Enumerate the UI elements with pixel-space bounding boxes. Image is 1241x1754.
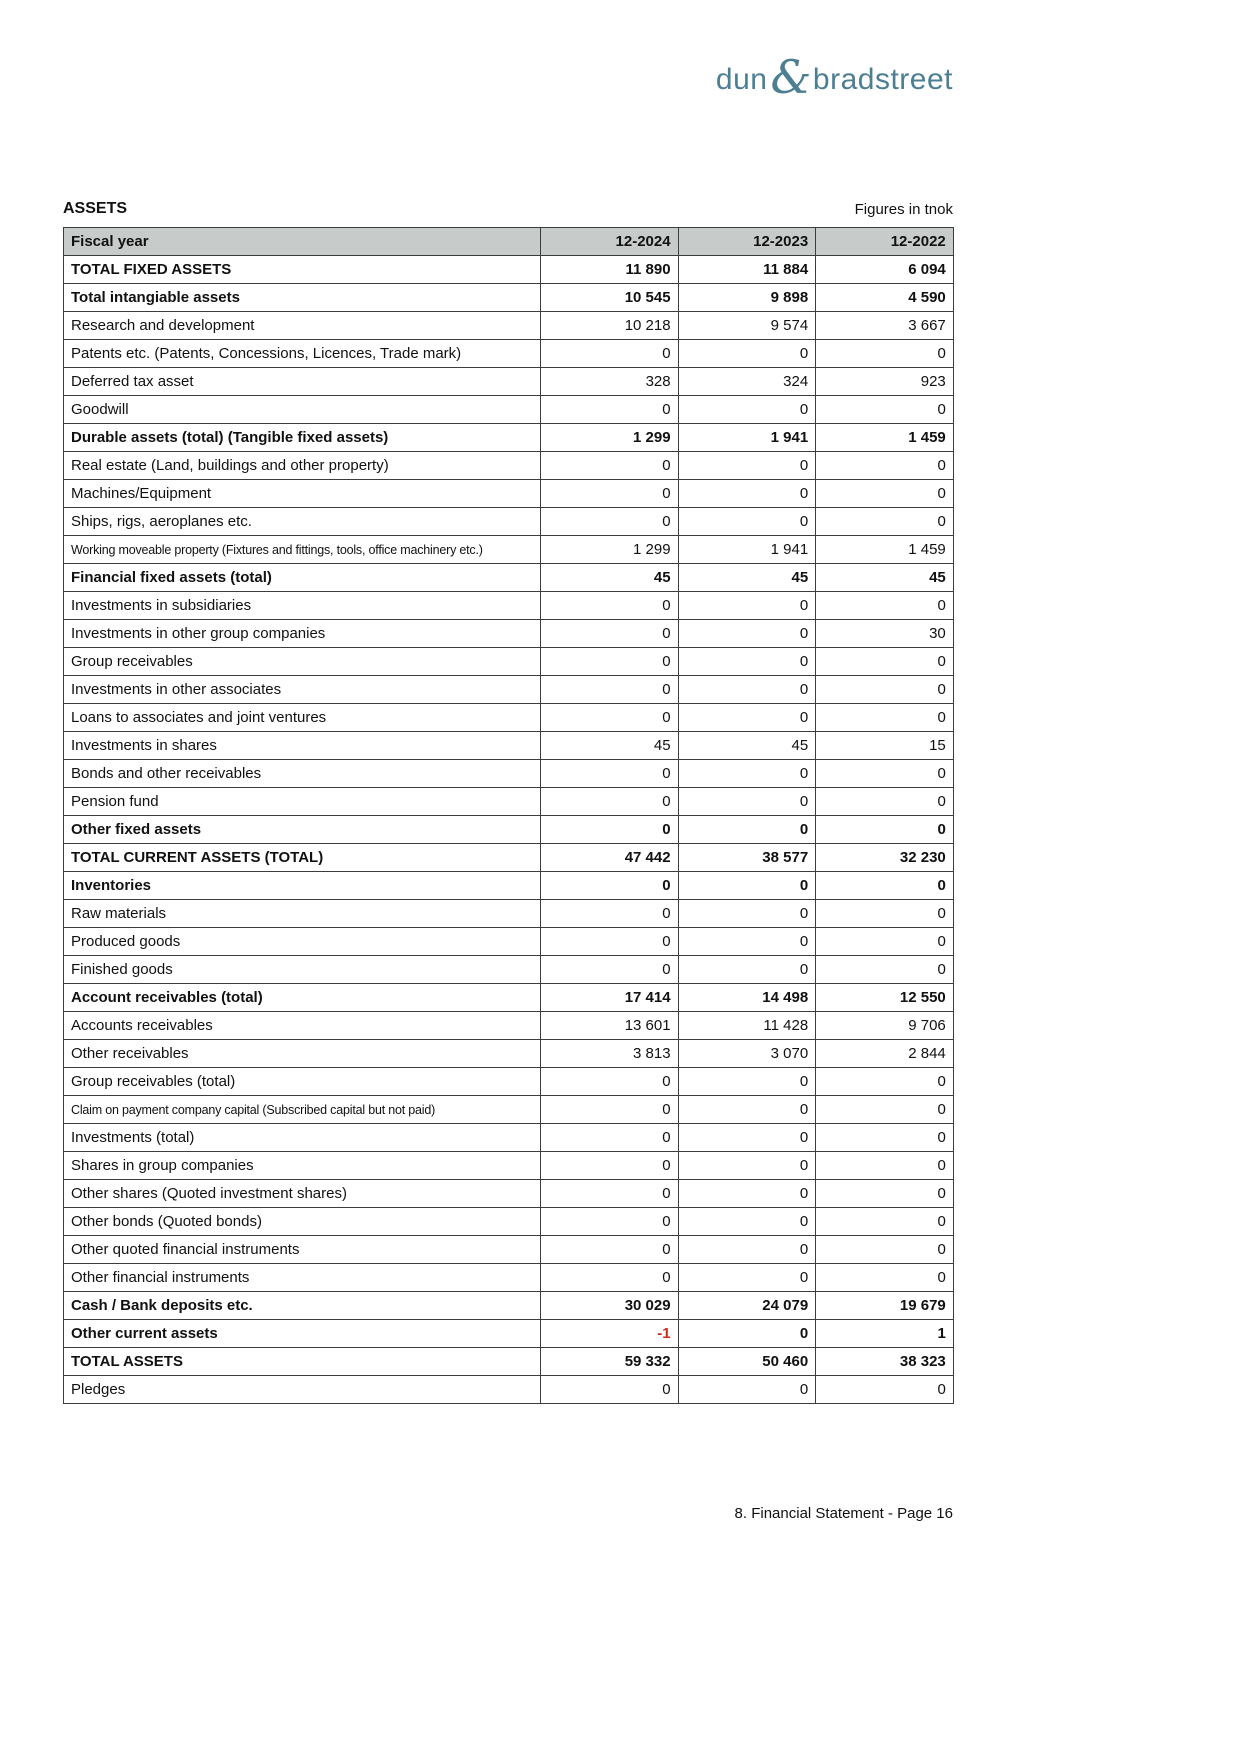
table-row: [64, 480, 954, 508]
row-label: Cash / Bank deposits etc.: [64, 1292, 541, 1320]
row-value: 0: [816, 900, 954, 928]
table-row: [64, 1264, 954, 1292]
row-label: Other financial instruments: [64, 1264, 541, 1292]
row-value: 0: [541, 396, 679, 424]
row-value: 2 844: [816, 1040, 954, 1068]
row-label: Deferred tax asset: [64, 368, 541, 396]
assets-heading: ASSETS: [63, 200, 128, 217]
row-label: Patents etc. (Patents, Concessions, Licences, Trade mark): [64, 340, 541, 368]
table-row: [64, 620, 954, 648]
row-value: 0: [541, 1236, 679, 1264]
table-row: [64, 1208, 954, 1236]
row-value: 0: [678, 480, 816, 508]
row-value: 11 428: [678, 1012, 816, 1040]
row-value: 0: [541, 1180, 679, 1208]
table-row: [64, 508, 954, 536]
row-value: 9 706: [816, 1012, 954, 1040]
table-row: [64, 984, 954, 1012]
table-row: [64, 256, 954, 284]
row-value: 30 029: [541, 1292, 679, 1320]
row-value: 32 230: [816, 844, 954, 872]
row-value: 1 941: [678, 424, 816, 452]
row-value: 0: [678, 1152, 816, 1180]
table-row: [64, 452, 954, 480]
page-footer: 8. Financial Statement - Page 16: [734, 1505, 953, 1522]
row-label: Finished goods: [64, 956, 541, 984]
row-value: 13 601: [541, 1012, 679, 1040]
row-value: 14 498: [678, 984, 816, 1012]
row-value: 0: [816, 508, 954, 536]
row-label: TOTAL ASSETS: [64, 1348, 541, 1376]
row-value: 0: [816, 1376, 954, 1404]
row-label: Financial fixed assets (total): [64, 564, 541, 592]
row-value: 50 460: [678, 1348, 816, 1376]
row-label: Other bonds (Quoted bonds): [64, 1208, 541, 1236]
row-label: Ships, rigs, aeroplanes etc.: [64, 508, 541, 536]
table-row: [64, 648, 954, 676]
row-value: 0: [541, 704, 679, 732]
row-value: 324: [678, 368, 816, 396]
row-value: 0: [816, 956, 954, 984]
table-row: [64, 396, 954, 424]
row-value: 24 079: [678, 1292, 816, 1320]
table-row: [64, 1068, 954, 1096]
row-value: 3 813: [541, 1040, 679, 1068]
row-value: 9 574: [678, 312, 816, 340]
logo-text-bradstreet: bradstreet: [812, 63, 953, 96]
row-value: 0: [541, 648, 679, 676]
row-label: TOTAL FIXED ASSETS: [64, 256, 541, 284]
row-value: 45: [678, 564, 816, 592]
table-row: [64, 844, 954, 872]
row-value: 1 299: [541, 536, 679, 564]
row-label: Other receivables: [64, 1040, 541, 1068]
row-value: 0: [541, 1152, 679, 1180]
column-header-2022: 12-2022: [816, 228, 954, 256]
row-label: Pledges: [64, 1376, 541, 1404]
row-value: 10 545: [541, 284, 679, 312]
table-row: [64, 1152, 954, 1180]
row-value: 0: [678, 508, 816, 536]
row-value: 0: [816, 872, 954, 900]
row-value: 328: [541, 368, 679, 396]
table-row: [64, 592, 954, 620]
row-value: 0: [541, 340, 679, 368]
row-label: Working moveable property (Fixtures and fittings, tools, office machinery etc.): [64, 536, 541, 564]
row-value: 0: [541, 620, 679, 648]
table-row: [64, 1096, 954, 1124]
row-value: 0: [541, 1208, 679, 1236]
row-label: Bonds and other receivables: [64, 760, 541, 788]
table-row: [64, 788, 954, 816]
table-row: [64, 900, 954, 928]
row-value: 0: [678, 900, 816, 928]
row-value: 0: [678, 1264, 816, 1292]
row-label: Pension fund: [64, 788, 541, 816]
row-value: 0: [541, 676, 679, 704]
row-value: 0: [816, 480, 954, 508]
row-value: 0: [678, 340, 816, 368]
row-value: 19 679: [816, 1292, 954, 1320]
row-value: 0: [541, 452, 679, 480]
row-value: 0: [678, 1208, 816, 1236]
row-label: Goodwill: [64, 396, 541, 424]
row-value: 38 577: [678, 844, 816, 872]
row-value: 30: [816, 620, 954, 648]
row-value: 45: [541, 564, 679, 592]
row-value: 0: [678, 452, 816, 480]
column-header-2023: 12-2023: [678, 228, 816, 256]
row-value: 0: [816, 788, 954, 816]
row-value: 45: [678, 732, 816, 760]
row-value: 0: [816, 928, 954, 956]
row-value: 0: [678, 676, 816, 704]
row-value: 0: [816, 648, 954, 676]
table-row: [64, 1376, 954, 1404]
row-value: 11 890: [541, 256, 679, 284]
row-value: 0: [678, 648, 816, 676]
row-value: 0: [678, 1236, 816, 1264]
row-value: 3 070: [678, 1040, 816, 1068]
row-value: 0: [816, 760, 954, 788]
row-value: 0: [816, 340, 954, 368]
row-value: 0: [678, 928, 816, 956]
row-value: 45: [816, 564, 954, 592]
table-row: [64, 872, 954, 900]
row-label: Other shares (Quoted investment shares): [64, 1180, 541, 1208]
row-value: 0: [678, 1124, 816, 1152]
row-value: 0: [816, 1124, 954, 1152]
table-row: [64, 816, 954, 844]
row-value: 0: [816, 1264, 954, 1292]
row-value: 0: [816, 1068, 954, 1096]
row-value: 47 442: [541, 844, 679, 872]
row-value: 0: [816, 1096, 954, 1124]
row-label: Loans to associates and joint ventures: [64, 704, 541, 732]
row-label: Total intangiable assets: [64, 284, 541, 312]
row-value: 6 094: [816, 256, 954, 284]
row-value: 59 332: [541, 1348, 679, 1376]
table-row: [64, 424, 954, 452]
row-value: 0: [816, 1152, 954, 1180]
row-value: 0: [541, 508, 679, 536]
row-value: 0: [541, 928, 679, 956]
row-label: Machines/Equipment: [64, 480, 541, 508]
row-label: Research and development: [64, 312, 541, 340]
table-row: [64, 340, 954, 368]
table-row: [64, 1124, 954, 1152]
row-value: -1: [541, 1320, 679, 1348]
table-row: [64, 956, 954, 984]
table-row: [64, 536, 954, 564]
row-value: 0: [816, 452, 954, 480]
row-value: 11 884: [678, 256, 816, 284]
row-value: 0: [678, 1376, 816, 1404]
row-label: Durable assets (total) (Tangible fixed assets): [64, 424, 541, 452]
dun-bradstreet-logo: [715, 50, 953, 104]
row-value: 0: [541, 1068, 679, 1096]
row-value: 0: [816, 396, 954, 424]
row-value: 0: [678, 956, 816, 984]
row-value: 1 941: [678, 536, 816, 564]
table-row: [64, 1180, 954, 1208]
row-value: 0: [541, 872, 679, 900]
row-value: 1 299: [541, 424, 679, 452]
row-value: 1: [816, 1320, 954, 1348]
row-value: 0: [816, 704, 954, 732]
row-label: Real estate (Land, buildings and other property): [64, 452, 541, 480]
row-value: 9 898: [678, 284, 816, 312]
row-value: 45: [541, 732, 679, 760]
row-value: 0: [541, 760, 679, 788]
table-row: [64, 1012, 954, 1040]
table-row: [64, 676, 954, 704]
table-row: [64, 1236, 954, 1264]
row-value: 0: [678, 592, 816, 620]
assets-table-body: [64, 256, 954, 1404]
column-header-fiscal-year: Fiscal year: [64, 228, 541, 256]
row-value: 0: [678, 704, 816, 732]
row-label: Investments in subsidiaries: [64, 592, 541, 620]
row-label: Other current assets: [64, 1320, 541, 1348]
row-value: 0: [816, 816, 954, 844]
row-value: 0: [678, 872, 816, 900]
row-value: 0: [541, 1264, 679, 1292]
table-row: [64, 368, 954, 396]
row-label: Shares in group companies: [64, 1152, 541, 1180]
row-label: Produced goods: [64, 928, 541, 956]
row-value: 0: [678, 788, 816, 816]
table-row: [64, 1292, 954, 1320]
row-label: Other quoted financial instruments: [64, 1236, 541, 1264]
row-label: Investments in shares: [64, 732, 541, 760]
table-row: [64, 928, 954, 956]
row-value: 0: [541, 1096, 679, 1124]
table-header-row: [64, 228, 954, 256]
row-value: 0: [816, 1180, 954, 1208]
row-value: 0: [678, 1180, 816, 1208]
row-value: 1 459: [816, 536, 954, 564]
row-value: 0: [678, 816, 816, 844]
table-row: [64, 1040, 954, 1068]
row-label: Claim on payment company capital (Subscribed capital but not paid): [64, 1096, 541, 1124]
row-value: 0: [678, 1068, 816, 1096]
row-value: 38 323: [816, 1348, 954, 1376]
row-value: 0: [816, 676, 954, 704]
row-value: 1 459: [816, 424, 954, 452]
logo-text-dun: dun: [715, 63, 768, 96]
row-label: TOTAL CURRENT ASSETS (TOTAL): [64, 844, 541, 872]
table-row: [64, 1320, 954, 1348]
row-value: 0: [816, 1208, 954, 1236]
row-value: 0: [541, 1124, 679, 1152]
row-label: Group receivables: [64, 648, 541, 676]
row-value: 0: [678, 396, 816, 424]
row-label: Other fixed assets: [64, 816, 541, 844]
table-row: [64, 732, 954, 760]
row-value: 10 218: [541, 312, 679, 340]
row-value: 0: [541, 816, 679, 844]
row-value: 15: [816, 732, 954, 760]
row-value: 0: [678, 1096, 816, 1124]
row-value: 0: [678, 620, 816, 648]
table-row: [64, 284, 954, 312]
table-title-row: [63, 200, 953, 218]
row-value: 0: [541, 1376, 679, 1404]
row-value: 0: [678, 1320, 816, 1348]
row-value: 0: [541, 480, 679, 508]
table-row: [64, 760, 954, 788]
row-label: Investments in other associates: [64, 676, 541, 704]
row-value: 4 590: [816, 284, 954, 312]
row-label: Account receivables (total): [64, 984, 541, 1012]
column-header-2024: 12-2024: [541, 228, 679, 256]
row-value: 0: [541, 900, 679, 928]
row-value: 17 414: [541, 984, 679, 1012]
row-value: 0: [816, 592, 954, 620]
table-row: [64, 704, 954, 732]
table-row: [64, 1348, 954, 1376]
row-label: Group receivables (total): [64, 1068, 541, 1096]
row-value: 3 667: [816, 312, 954, 340]
figures-unit-note: Figures in tnok: [854, 201, 953, 218]
row-label: Investments in other group companies: [64, 620, 541, 648]
assets-table: [63, 227, 954, 1404]
row-label: Raw materials: [64, 900, 541, 928]
table-row: [64, 312, 954, 340]
row-value: 0: [678, 760, 816, 788]
row-label: Inventories: [64, 872, 541, 900]
row-value: 0: [541, 592, 679, 620]
row-value: 0: [816, 1236, 954, 1264]
row-value: 923: [816, 368, 954, 396]
row-value: 0: [541, 788, 679, 816]
row-label: Investments (total): [64, 1124, 541, 1152]
row-value: 12 550: [816, 984, 954, 1012]
table-row: [64, 564, 954, 592]
logo-ampersand-icon: &: [770, 50, 812, 104]
row-value: 0: [541, 956, 679, 984]
row-label: Accounts receivables: [64, 1012, 541, 1040]
